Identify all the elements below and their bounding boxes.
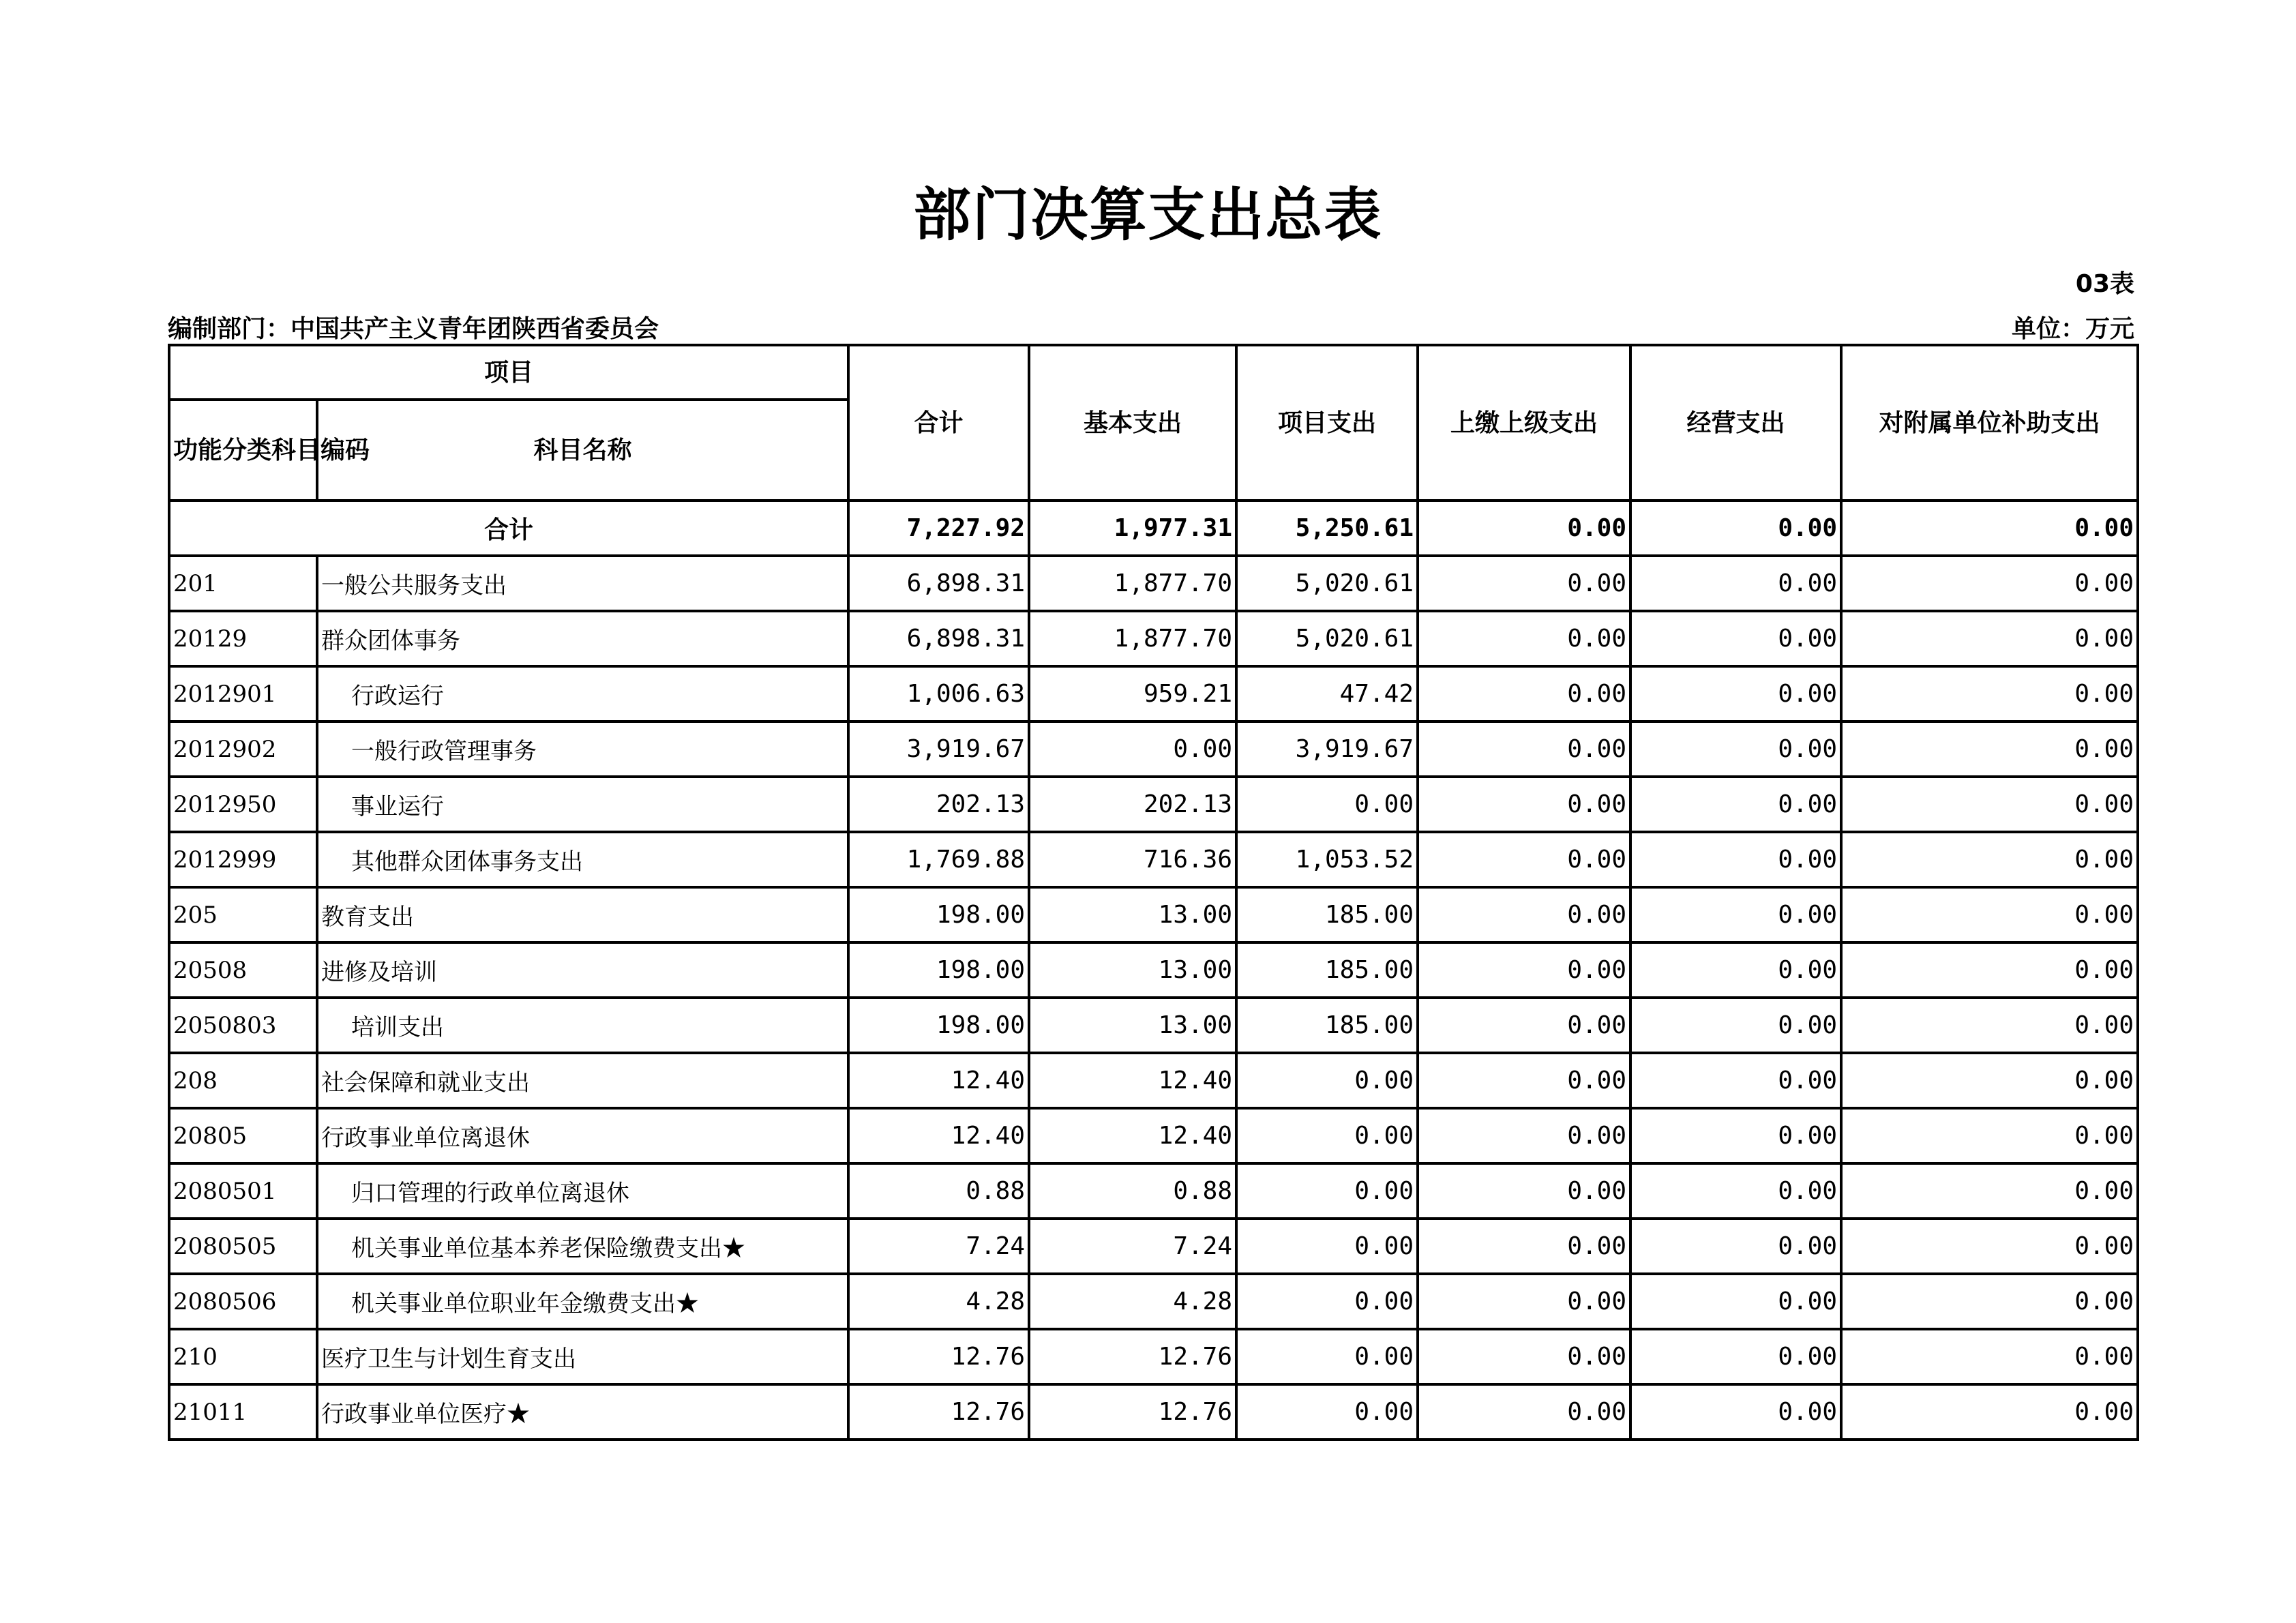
row-business: 0.00 <box>1630 1329 1841 1384</box>
table-row <box>169 1163 2138 1219</box>
row-total: 12.40 <box>848 1053 1029 1108</box>
row-code: 2080506 <box>169 1274 317 1329</box>
row-upper: 0.00 <box>1418 1219 1630 1274</box>
row-upper: 0.00 <box>1418 721 1630 777</box>
row-name: 其他群众团体事务支出 <box>317 832 848 887</box>
expenditure-table <box>168 344 2139 1441</box>
row-code: 210 <box>169 1329 317 1384</box>
row-name: 一般公共服务支出 <box>317 556 848 611</box>
row-project: 185.00 <box>1236 887 1418 942</box>
row-name: 行政事业单位医疗★ <box>317 1384 848 1440</box>
row-upper: 0.00 <box>1418 1329 1630 1384</box>
row-subsidy: 0.00 <box>1841 887 2138 942</box>
row-name: 归口管理的行政单位离退休 <box>317 1163 848 1219</box>
total-basic: 1,977.31 <box>1029 501 1236 556</box>
row-upper: 0.00 <box>1418 998 1630 1053</box>
row-subsidy: 0.00 <box>1841 1053 2138 1108</box>
row-name: 群众团体事务 <box>317 611 848 666</box>
row-name: 医疗卫生与计划生育支出 <box>317 1329 848 1384</box>
table-row <box>169 942 2138 998</box>
row-name: 一般行政管理事务 <box>317 721 848 777</box>
compiling-department: 编制部门：中国共产主义青年团陕西省委员会 <box>168 315 659 343</box>
row-project: 0.00 <box>1236 1219 1418 1274</box>
row-project: 0.00 <box>1236 1163 1418 1219</box>
row-upper: 0.00 <box>1418 777 1630 832</box>
row-project: 5,020.61 <box>1236 556 1418 611</box>
total-label: 合计 <box>169 501 848 556</box>
row-business: 0.00 <box>1630 1053 1841 1108</box>
row-total: 6,898.31 <box>848 611 1029 666</box>
row-business: 0.00 <box>1630 1163 1841 1219</box>
row-project: 185.00 <box>1236 998 1418 1053</box>
row-subsidy: 0.00 <box>1841 1163 2138 1219</box>
row-upper: 0.00 <box>1418 942 1630 998</box>
row-code: 2012901 <box>169 666 317 721</box>
row-basic: 202.13 <box>1029 777 1236 832</box>
row-total: 198.00 <box>848 887 1029 942</box>
header-subsidy: 对附属单位补助支出 <box>1841 345 2138 501</box>
row-project: 47.42 <box>1236 666 1418 721</box>
page-title: 部门决算支出总表 <box>913 181 1383 248</box>
row-total: 202.13 <box>848 777 1029 832</box>
total-project: 5,250.61 <box>1236 501 1418 556</box>
row-basic: 13.00 <box>1029 887 1236 942</box>
row-code: 201 <box>169 556 317 611</box>
row-project: 1,053.52 <box>1236 832 1418 887</box>
row-subsidy: 0.00 <box>1841 611 2138 666</box>
row-subsidy: 0.00 <box>1841 832 2138 887</box>
row-code: 20129 <box>169 611 317 666</box>
row-subsidy: 0.00 <box>1841 942 2138 998</box>
header-name: 科目名称 <box>317 400 848 501</box>
row-total: 4.28 <box>848 1274 1029 1329</box>
table-row <box>169 777 2138 832</box>
row-basic: 12.40 <box>1029 1053 1236 1108</box>
row-basic: 13.00 <box>1029 942 1236 998</box>
row-code: 20508 <box>169 942 317 998</box>
row-code: 205 <box>169 887 317 942</box>
row-upper: 0.00 <box>1418 832 1630 887</box>
total-upper: 0.00 <box>1418 501 1630 556</box>
unit-label: 单位：万元 <box>2011 315 2134 343</box>
row-basic: 4.28 <box>1029 1274 1236 1329</box>
row-project: 0.00 <box>1236 1384 1418 1440</box>
row-name: 行政事业单位离退休 <box>317 1108 848 1163</box>
row-code: 20805 <box>169 1108 317 1163</box>
row-total: 12.76 <box>848 1329 1029 1384</box>
table-row <box>169 666 2138 721</box>
row-project: 0.00 <box>1236 1053 1418 1108</box>
header-basic: 基本支出 <box>1029 345 1236 501</box>
table-row <box>169 1108 2138 1163</box>
row-business: 0.00 <box>1630 611 1841 666</box>
table-row <box>169 832 2138 887</box>
row-code: 2050803 <box>169 998 317 1053</box>
row-total: 0.88 <box>848 1163 1029 1219</box>
row-business: 0.00 <box>1630 998 1841 1053</box>
row-name: 培训支出 <box>317 998 848 1053</box>
row-name: 进修及培训 <box>317 942 848 998</box>
table-row <box>169 556 2138 611</box>
row-project: 185.00 <box>1236 942 1418 998</box>
row-project: 0.00 <box>1236 1329 1418 1384</box>
row-total: 12.40 <box>848 1108 1029 1163</box>
row-total: 7.24 <box>848 1219 1029 1274</box>
row-code: 2012950 <box>169 777 317 832</box>
row-upper: 0.00 <box>1418 666 1630 721</box>
row-business: 0.00 <box>1630 721 1841 777</box>
table-row <box>169 611 2138 666</box>
row-basic: 959.21 <box>1029 666 1236 721</box>
row-project: 5,020.61 <box>1236 611 1418 666</box>
table-row <box>169 887 2138 942</box>
row-basic: 7.24 <box>1029 1219 1236 1274</box>
row-upper: 0.00 <box>1418 887 1630 942</box>
row-name: 机关事业单位基本养老保险缴费支出★ <box>317 1219 848 1274</box>
table-row <box>169 721 2138 777</box>
row-code: 2080501 <box>169 1163 317 1219</box>
row-basic: 0.88 <box>1029 1163 1236 1219</box>
table-row <box>169 1329 2138 1384</box>
total-total: 7,227.92 <box>848 501 1029 556</box>
header-business: 经营支出 <box>1630 345 1841 501</box>
row-business: 0.00 <box>1630 1274 1841 1329</box>
row-subsidy: 0.00 <box>1841 1274 2138 1329</box>
row-upper: 0.00 <box>1418 1108 1630 1163</box>
row-business: 0.00 <box>1630 887 1841 942</box>
table-row <box>169 1274 2138 1329</box>
row-total: 1,006.63 <box>848 666 1029 721</box>
row-project: 0.00 <box>1236 1274 1418 1329</box>
row-business: 0.00 <box>1630 666 1841 721</box>
row-business: 0.00 <box>1630 942 1841 998</box>
row-business: 0.00 <box>1630 1108 1841 1163</box>
total-subsidy: 0.00 <box>1841 501 2138 556</box>
header-code: 功能分类科目编码 <box>169 400 317 501</box>
row-upper: 0.00 <box>1418 611 1630 666</box>
row-business: 0.00 <box>1630 777 1841 832</box>
row-total: 198.00 <box>848 942 1029 998</box>
row-code: 2012902 <box>169 721 317 777</box>
row-name: 教育支出 <box>317 887 848 942</box>
header-upper: 上缴上级支出 <box>1418 345 1630 501</box>
row-total: 198.00 <box>848 998 1029 1053</box>
row-project: 0.00 <box>1236 1108 1418 1163</box>
row-code: 208 <box>169 1053 317 1108</box>
row-basic: 1,877.70 <box>1029 611 1236 666</box>
row-basic: 716.36 <box>1029 832 1236 887</box>
row-project: 0.00 <box>1236 777 1418 832</box>
row-subsidy: 0.00 <box>1841 666 2138 721</box>
row-basic: 12.40 <box>1029 1108 1236 1163</box>
table-number: 03表 <box>2075 270 2134 298</box>
row-total: 6,898.31 <box>848 556 1029 611</box>
total-business: 0.00 <box>1630 501 1841 556</box>
row-name: 社会保障和就业支出 <box>317 1053 848 1108</box>
row-total: 1,769.88 <box>848 832 1029 887</box>
header-item: 项目 <box>169 345 848 400</box>
row-name: 事业运行 <box>317 777 848 832</box>
row-project: 3,919.67 <box>1236 721 1418 777</box>
row-business: 0.00 <box>1630 832 1841 887</box>
row-code: 2012999 <box>169 832 317 887</box>
row-subsidy: 0.00 <box>1841 1329 2138 1384</box>
row-basic: 13.00 <box>1029 998 1236 1053</box>
row-name: 行政运行 <box>317 666 848 721</box>
row-total: 12.76 <box>848 1384 1029 1440</box>
row-subsidy: 0.00 <box>1841 556 2138 611</box>
table-row <box>169 1384 2138 1440</box>
header-project: 项目支出 <box>1236 345 1418 501</box>
row-upper: 0.00 <box>1418 1384 1630 1440</box>
table-row <box>169 998 2138 1053</box>
row-basic: 1,877.70 <box>1029 556 1236 611</box>
table-row <box>169 1219 2138 1274</box>
row-subsidy: 0.00 <box>1841 777 2138 832</box>
row-name: 机关事业单位职业年金缴费支出★ <box>317 1274 848 1329</box>
row-subsidy: 0.00 <box>1841 1108 2138 1163</box>
row-business: 0.00 <box>1630 1384 1841 1440</box>
row-subsidy: 0.00 <box>1841 1219 2138 1274</box>
row-business: 0.00 <box>1630 556 1841 611</box>
row-upper: 0.00 <box>1418 1163 1630 1219</box>
row-total: 3,919.67 <box>848 721 1029 777</box>
row-upper: 0.00 <box>1418 556 1630 611</box>
row-basic: 0.00 <box>1029 721 1236 777</box>
row-business: 0.00 <box>1630 1219 1841 1274</box>
total-row <box>169 501 2138 556</box>
row-subsidy: 0.00 <box>1841 721 2138 777</box>
row-upper: 0.00 <box>1418 1053 1630 1108</box>
row-basic: 12.76 <box>1029 1329 1236 1384</box>
row-subsidy: 0.00 <box>1841 998 2138 1053</box>
row-code: 2080505 <box>169 1219 317 1274</box>
header-total: 合计 <box>848 345 1029 501</box>
row-subsidy: 0.00 <box>1841 1384 2138 1440</box>
table-row <box>169 1053 2138 1108</box>
row-upper: 0.00 <box>1418 1274 1630 1329</box>
row-code: 21011 <box>169 1384 317 1440</box>
header-row-1 <box>169 345 2138 400</box>
row-basic: 12.76 <box>1029 1384 1236 1440</box>
